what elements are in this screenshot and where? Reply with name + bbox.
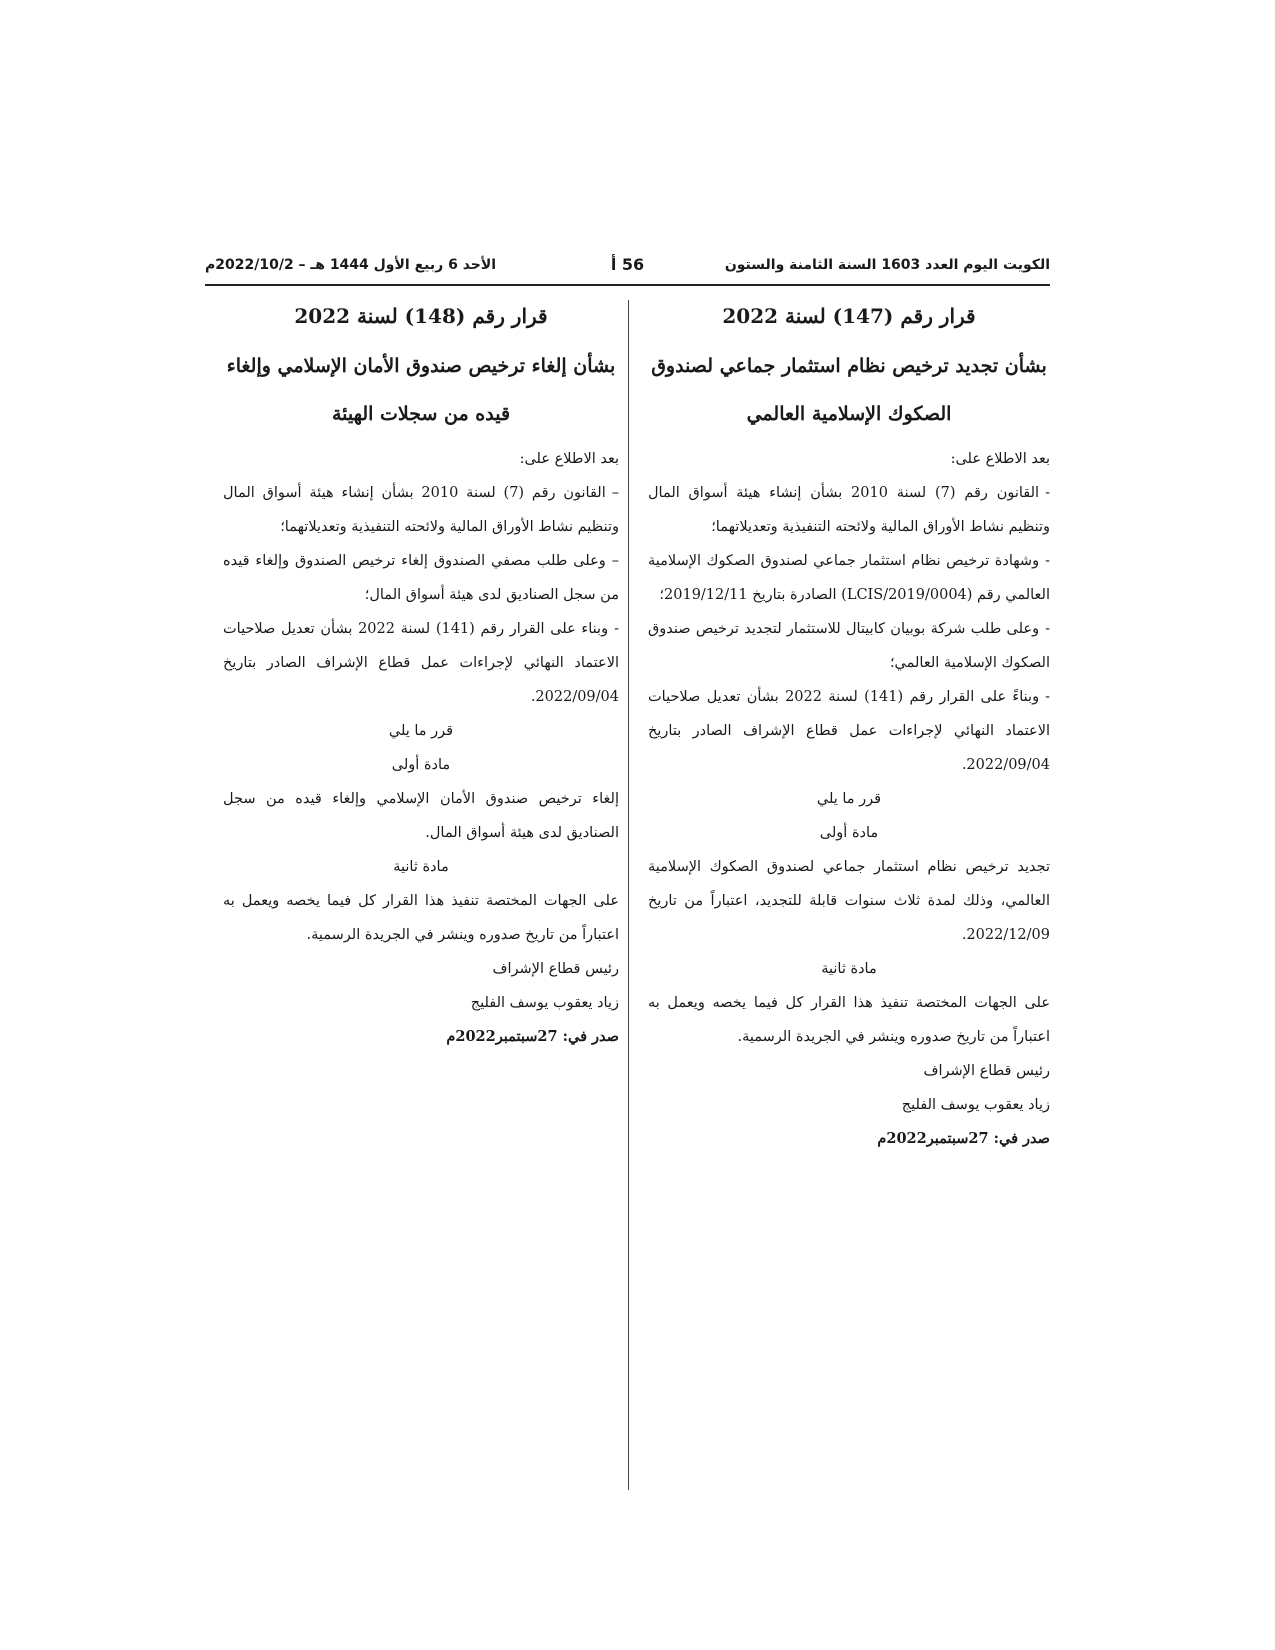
issue-date: صدر في: 27سبتمبر2022م	[877, 1130, 1050, 1147]
article-1-heading: مادة أولى	[819, 825, 879, 841]
header-publication: الكويت اليوم العدد 1603 السنة الثامنة والستون	[724, 257, 1050, 273]
decision-title: قرار رقم (148) لسنة 2022	[294, 304, 548, 328]
decision-subject: بشأن إلغاء ترخيص صندوق الأمان الإسلامي وإلغاء قيده من سجلات الهيئة	[226, 355, 616, 425]
signatory-name: زياد يعقوب يوسف الفليج	[901, 1097, 1050, 1113]
decision-148-column	[223, 298, 619, 1054]
article-1-heading: مادة أولى	[391, 757, 451, 773]
preamble-item: -وبناء على القرار رقم (141) لسنة 2022 بشأن تعديل صلاحيات الاعتماد النهائي لإجراءات عمل قطاع الإشراف الصادر بتاريخ 2022/09/04.	[223, 621, 619, 705]
decision-title: قرار رقم (147) لسنة 2022	[722, 304, 976, 328]
header-page-number: 56 أ	[610, 255, 645, 274]
article-2-text: على الجهات المختصة تنفيذ هذا القرار كل فيما يخصه ويعمل به اعتباراً من تاريخ صدوره وينشر في الجريدة الرسمية.	[648, 995, 1050, 1045]
preamble-intro: بعد الاطلاع على:	[950, 451, 1050, 467]
header-rule	[205, 284, 1050, 286]
article-2-heading: مادة ثانية	[821, 961, 877, 977]
header-date: الأحد 6 ربيع الأول 1444 هـ – 2022/10/2م	[205, 257, 497, 273]
preamble-item: -القانون رقم (7) لسنة 2010 بشأن إنشاء هيئة أسواق المال وتنظيم نشاط الأوراق المالية ولائحته التنفيذية وتعديلاتهما؛	[648, 485, 1050, 535]
issue-date: صدر في: 27سبتمبر2022م	[446, 1028, 619, 1045]
decided-heading: قرر ما يلي	[388, 723, 454, 739]
article-1-text: تجديد ترخيص نظام استثمار جماعي لصندوق الصكوك الإسلامية العالمي، وذلك لمدة ثلاث سنوات قابلة للتجديد، اعتباراً من تاريخ 2022/12/09.	[648, 859, 1050, 943]
signatory-title: رئيس قطاع الإشراف	[923, 1063, 1050, 1079]
preamble-item: -وعلى طلب شركة بوبيان كابيتال للاستثمار لتجديد ترخيص صندوق الصكوك الإسلامية العالمي؛	[648, 621, 1050, 671]
signatory-title: رئيس قطاع الإشراف	[492, 961, 619, 977]
decision-subject: بشأن تجديد ترخيص نظام استثمار جماعي لصندوق الصكوك الإسلامية العالمي	[651, 355, 1047, 425]
column-divider	[628, 300, 629, 1490]
preamble-item: -وبناءً على القرار رقم (141) لسنة 2022 بشأن تعديل صلاحيات الاعتماد النهائي لإجراءات عمل قطاع الإشراف الصادر بتاريخ 2022/09/04.	[648, 689, 1050, 773]
decided-heading: قرر ما يلي	[816, 791, 882, 807]
article-1-text: إلغاء ترخيص صندوق الأمان الإسلامي وإلغاء قيده من سجل الصناديق لدى هيئة أسواق المال.	[223, 791, 619, 841]
preamble-item: -وشهادة ترخيص نظام استثمار جماعي لصندوق الصكوك الإسلامية العالمي رقم (LCIS/2019/0004) الصادرة بتاريخ 2019/12/11؛	[648, 553, 1050, 603]
page-header	[205, 255, 1050, 283]
decision-147-column	[648, 298, 1050, 1156]
article-2-heading: مادة ثانية	[393, 859, 449, 875]
preamble-intro: بعد الاطلاع على:	[519, 451, 619, 467]
preamble-item: –وعلى طلب مصفي الصندوق إلغاء ترخيص الصندوق وإلغاء قيده من سجل الصناديق لدى هيئة أسواق المال؛	[223, 553, 619, 603]
signatory-name: زياد يعقوب يوسف الفليج	[470, 995, 619, 1011]
preamble-item: –القانون رقم (7) لسنة 2010 بشأن إنشاء هيئة أسواق المال وتنظيم نشاط الأوراق المالية ولائحته التنفيذية وتعديلاتهما؛	[223, 485, 619, 535]
article-2-text: على الجهات المختصة تنفيذ هذا القرار كل فيما يخصه ويعمل به اعتباراً من تاريخ صدوره وينشر في الجريدة الرسمية.	[223, 893, 619, 943]
